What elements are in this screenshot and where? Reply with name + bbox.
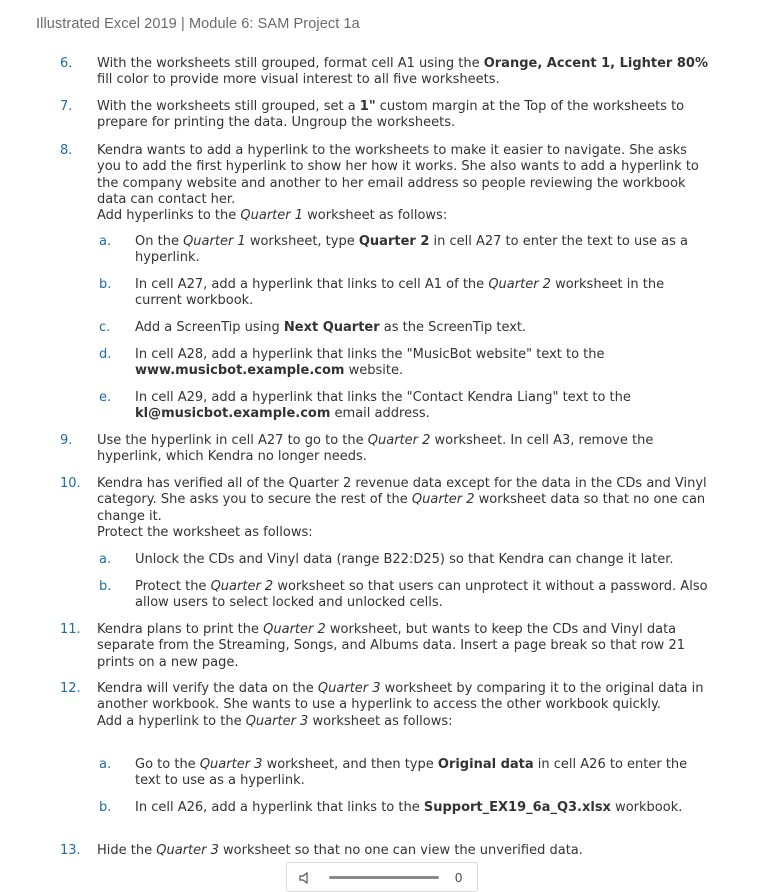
step-number: 12. [60,681,81,696]
sub-step-text: Add a ScreenTip using Next Quarter as the ScreenTip text. [135,320,527,335]
bold-term: www.musicbot.example.com [135,363,345,379]
bold-term: kl@musicbot.example.com [135,406,331,422]
sub-step-letter: a. [99,552,112,567]
page-header: Illustrated Excel 2019 | Module 6: SAM Project 1a [36,16,360,32]
instruction-step [60,843,710,859]
step-text: Kendra will verify the data on the Quarter 3 worksheet by comparing it to the original data in another workbook. She wants to use a hyperlink to access the other workbook quickly. [97,681,704,713]
italic-term: Quarter 2 [263,622,326,637]
step-text: Use the hyperlink in cell A27 to go to the Quarter 2 worksheet. In cell A3, remove the hyperlink, which Kendra no longer needs. [97,433,654,465]
sub-step-text: In cell A29, add a hyperlink that links the "Contact Kendra Liang" text to the kl@musicbot.example.com email address. [135,390,631,422]
bold-term: Quarter 2 [358,234,430,249]
bold-term: Support_EX19_6a_Q3.xlsx [423,800,611,815]
step-number: 13. [60,843,81,858]
bold-term: 1" [359,99,376,114]
bold-term: Orange, Accent 1, Lighter 80% [483,56,708,71]
step-number: 8. [60,143,73,158]
instruction-step [60,681,710,730]
sub-step [99,277,709,310]
bold-term: Next Quarter [283,320,380,335]
sub-step [99,579,709,612]
sub-step-letter: e. [99,390,112,405]
audio-counter: 0 [455,870,463,885]
instruction-step [60,433,710,466]
italic-term: Quarter 1 [183,234,246,249]
step-text-continued: Protect the worksheet as follows: [97,524,313,540]
sub-step [99,390,709,423]
instruction-step [60,476,710,541]
step-text: Kendra wants to add a hyperlink to the worksheets to make it easier to navigate. She asks you to add the first hyperlink to show her how it works. She also wants to add a hyperlink to the company website and another to her email address so people reviewing the workbook data can contact her. [97,143,699,207]
sub-step-letter: d. [99,347,112,362]
italic-term: Quarter 3 [156,843,219,858]
sub-step [99,552,709,568]
italic-term: Quarter 3 [245,713,309,729]
sub-step-text: On the Quarter 1 worksheet, type Quarter 2 in cell A27 to enter the text to use as a hyperlink. [135,234,688,266]
sub-step-text: Protect the Quarter 2 worksheet so that users can unprotect it without a password. Also allow users to select locked and unlocked cells. [135,579,708,611]
sub-step-text: In cell A28, add a hyperlink that links the "MusicBot website" text to the www.musicbot.example.com website. [135,347,605,379]
bold-term: Original data [437,757,534,772]
instruction-step [60,99,710,132]
sub-step-letter: b. [99,579,112,594]
italic-term: Quarter 1 [240,208,304,224]
italic-term: Quarter 2 [488,277,551,292]
sub-step-letter: a. [99,234,112,249]
step-text: With the worksheets still grouped, format cell A1 using the Orange, Accent 1, Lighter 80% fill color to provide more visual interest to all five worksheets. [97,56,708,88]
step-text: Hide the Quarter 3 worksheet so that no one can view the unverified data. [97,843,583,858]
sub-step-text: Unlock the CDs and Vinyl data (range B22:D25) so that Kendra can change it later. [135,552,674,567]
instruction-step [60,143,710,224]
audio-progress-slider[interactable] [329,876,439,879]
sub-step-letter: c. [99,320,111,335]
sub-step-letter: b. [99,277,112,292]
step-text: With the worksheets still grouped, set a 1" custom margin at the Top of the worksheets to prepare for printing the data. Ungroup the worksheets. [97,99,685,131]
step-text-continued: Add hyperlinks to the Quarter 1 worksheet as follows: [97,208,448,224]
italic-term: Quarter 3 [199,757,263,772]
step-text: Kendra has verified all of the Quarter 2 revenue data except for the data in the CDs and Vinyl category. She asks you to secure the rest of the Quarter 2 worksheet data so that no one can change it. [97,476,707,524]
step-number: 6. [60,56,73,71]
sub-step [99,757,709,790]
sub-step [99,320,709,336]
instruction-step [60,622,710,671]
sub-step [99,800,709,816]
sub-step-letter: b. [99,800,112,815]
step-number: 11. [60,622,81,637]
step-number: 9. [60,433,73,448]
italic-term: Quarter 3 [317,681,381,696]
sub-step-text: In cell A26, add a hyperlink that links to the Support_EX19_6a_Q3.xlsx workbook. [135,800,683,815]
sub-step [99,347,709,380]
step-text-continued: Add a hyperlink to the Quarter 3 worksheet as follows: [97,713,453,729]
italic-term: Quarter 2 [210,579,274,594]
step-number: 7. [60,99,73,114]
italic-term: Quarter 2 [411,492,475,508]
step-number: 10. [60,476,81,491]
italic-term: Quarter 2 [367,433,431,448]
instruction-step [60,56,710,89]
sub-step-letter: a. [99,757,112,772]
sub-step-text: In cell A27, add a hyperlink that links to cell A1 of the Quarter 2 worksheet in the current workbook. [135,277,665,309]
sub-step [99,234,709,267]
sub-step-text: Go to the Quarter 3 worksheet, and then type Original data in cell A26 to enter the text to use as a hyperlink. [135,757,688,789]
speaker-icon[interactable] [299,872,311,884]
step-text: Kendra plans to print the Quarter 2 worksheet, but wants to keep the CDs and Vinyl data separate from the Streaming, Songs, and Albums data. Insert a page break so that row 21 prints on a new page. [97,622,685,670]
